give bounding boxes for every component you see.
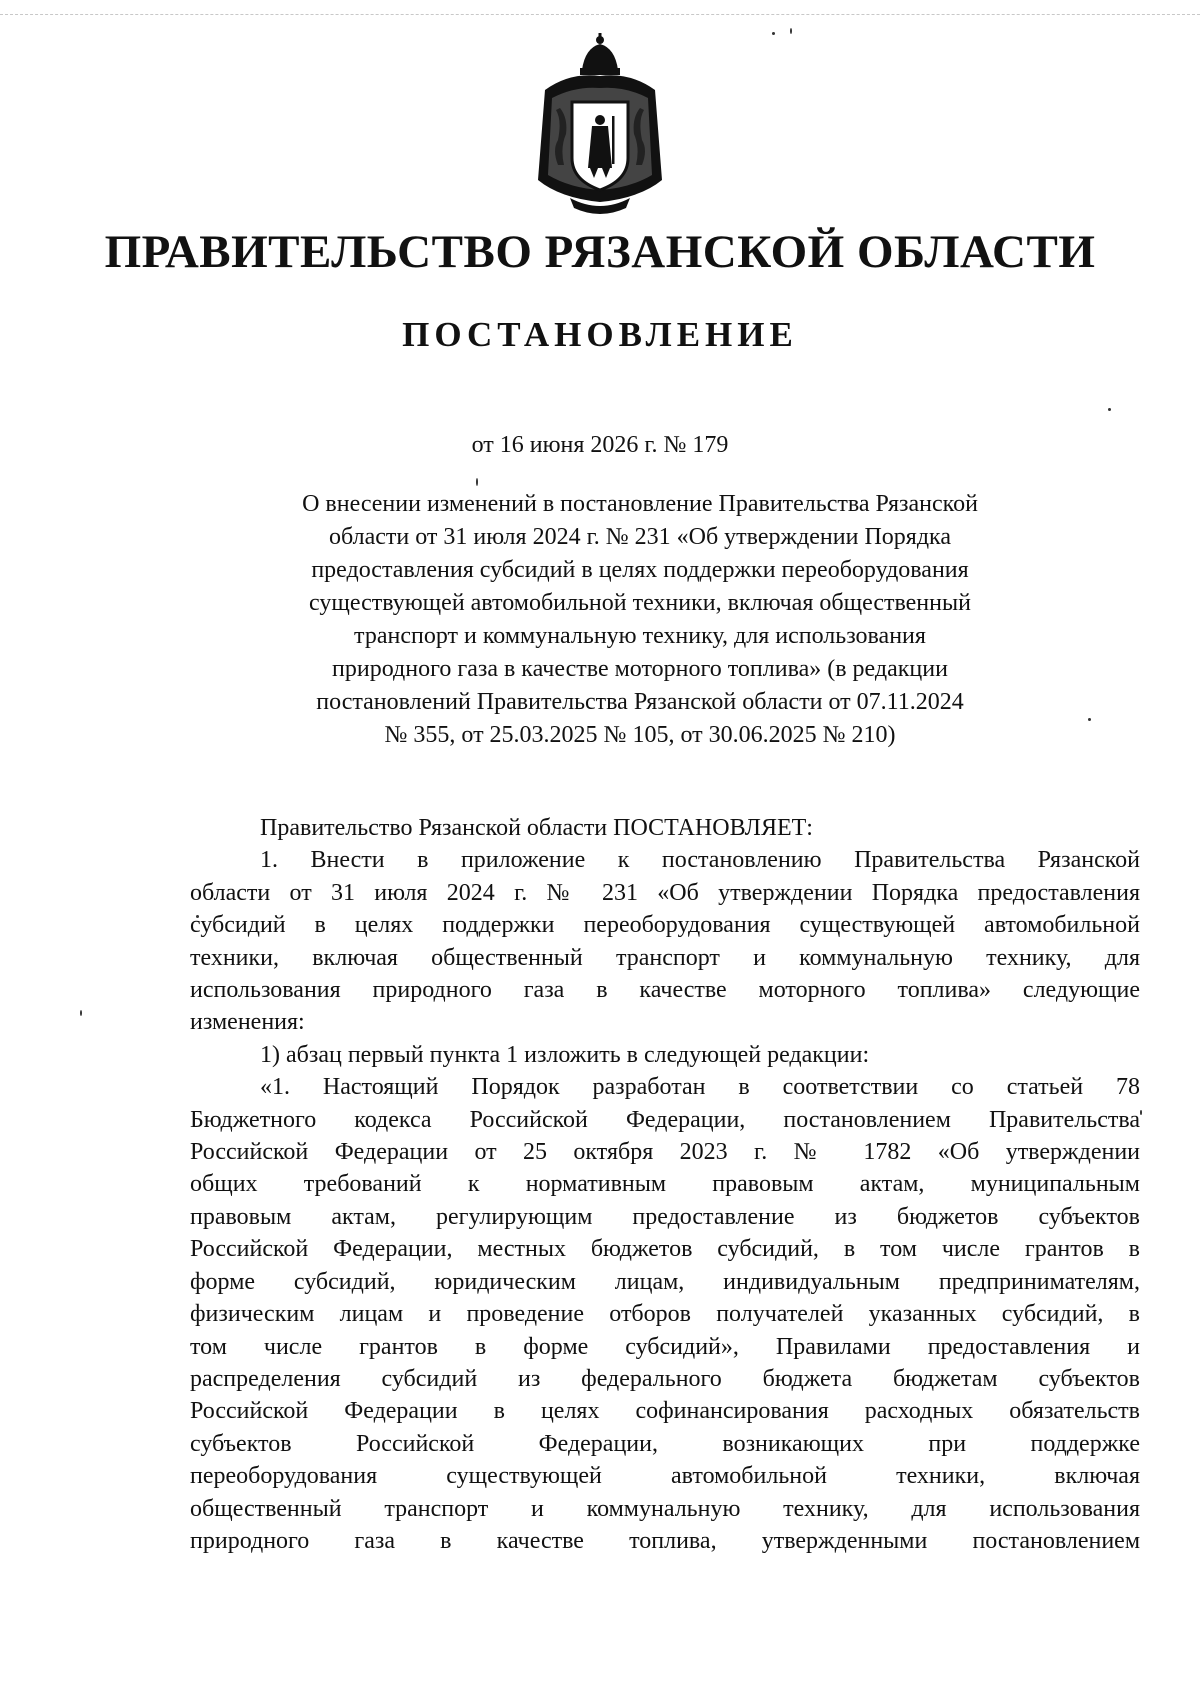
scan-speck (1140, 1110, 1142, 1115)
body-line: Российской Федерации, местных бюджетов субсидий, в том числе грантов в (190, 1236, 1140, 1263)
body-line-subitem: 1) абзац первый пункта 1 изложить в следующей редакции: (260, 1041, 870, 1068)
subject-line: № 355, от 25.03.2025 № 105, от 30.06.2025 № 210) (384, 722, 896, 748)
scan-speck (80, 1010, 82, 1016)
body-line: Бюджетного кодекса Российской Федерации, постановлением Правительства (190, 1106, 1140, 1133)
body-line: Российской Федерации в целях софинансирования расходных обязательств (190, 1398, 1140, 1425)
body-line: общественный транспорт и коммунальную технику, для использования (190, 1495, 1140, 1522)
scan-speck (1108, 408, 1111, 411)
subject-line: О внесении изменений в постановление Правительства Рязанской (302, 491, 978, 517)
body-line: «1. Настоящий Порядок разработан в соответствии со статьей 78 (260, 1074, 1140, 1101)
body-line: субсидий в целях поддержки переоборудования существующей автомобильной (190, 912, 1140, 939)
body-line: Российской Федерации от 25 октября 2023 г. № 1782 «Об утверждении (190, 1139, 1140, 1166)
body-line: том числе грантов в форме субсидий», Правилами предоставления и (190, 1333, 1140, 1360)
subject-line: транспорт и коммунальную технику, для использования (354, 623, 926, 649)
organization-title: ПРАВИТЕЛЬСТВО РЯЗАНСКОЙ ОБЛАСТИ (104, 226, 1096, 278)
body-line: области от 31 июля 2024 г. № 231 «Об утверждении Порядка предоставления (190, 879, 1140, 906)
body-line: изменения: (190, 1009, 305, 1036)
body-line: правовым актам, регулирующим предоставление из бюджетов субъектов (190, 1203, 1140, 1230)
scan-edge-line (0, 14, 1200, 15)
subject-line: предоставления субсидий в целях поддержки переоборудования (311, 557, 969, 583)
scan-speck (1088, 718, 1091, 721)
document-subject (220, 488, 1060, 752)
subject-line: существующей автомобильной техники, включая общественный (309, 590, 971, 616)
body-line-enacting-clause: Правительство Рязанской области ПОСТАНОВЛЯЕТ: (260, 815, 813, 841)
body-line: субъектов Российской Федерации, возникающих при поддержке (190, 1430, 1140, 1457)
document-date-number: от 16 июня 2026 г. № 179 (471, 432, 729, 458)
scan-speck (476, 478, 478, 486)
body-line: физическим лицам и проведение отборов получателей указанных субсидий, в (190, 1301, 1140, 1328)
subject-line: природного газа в качестве моторного топлива» (в редакции (332, 656, 948, 682)
document-body (190, 812, 1140, 1557)
scan-speck (772, 32, 775, 35)
body-line: техники, включая общественный транспорт и коммунальную технику, для (190, 944, 1140, 971)
body-line: общих требований к нормативным правовым актам, муниципальным (190, 1171, 1140, 1198)
body-line: 1. Внести в приложение к постановлению Правительства Рязанской (260, 847, 1140, 874)
coat-of-arms-icon (530, 30, 670, 220)
body-line: переоборудования существующей автомобильной техники, включая (190, 1463, 1140, 1490)
scan-speck (790, 28, 792, 34)
document-type-heading: ПОСТАНОВЛЕНИЕ (402, 315, 798, 354)
body-line: природного газа в качестве топлива, утвержденными постановлением (190, 1527, 1140, 1554)
subject-line: постановлений Правительства Рязанской области от 07.11.2024 (316, 689, 964, 715)
subject-line: области от 31 июля 2024 г. № 231 «Об утверждении Порядка (328, 524, 951, 550)
body-line: распределения субсидий из федерального бюджета бюджетам субъектов (190, 1365, 1140, 1392)
body-line: форме субсидий, юридическим лицам, индивидуальным предпринимателям, (190, 1268, 1140, 1295)
body-line: использования природного газа в качестве моторного топлива» следующие (190, 977, 1140, 1004)
